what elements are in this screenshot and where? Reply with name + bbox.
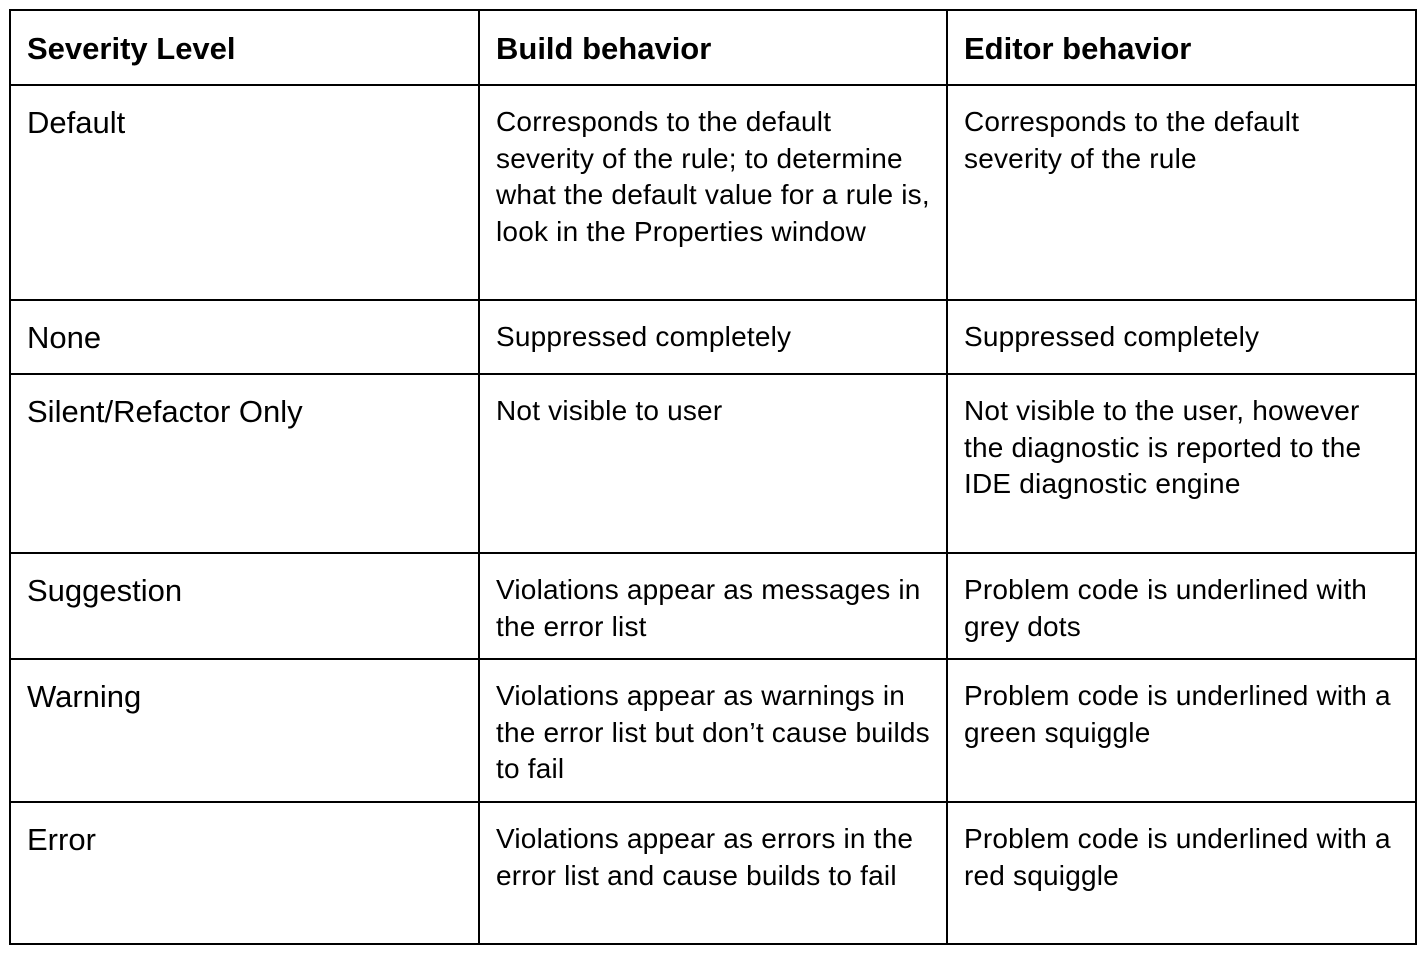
editor-behavior-cell: Corresponds to the default severity of the rule: [947, 85, 1416, 300]
header-row: [10, 10, 1416, 85]
severity-level-cell: Error: [10, 802, 479, 944]
header-build-behavior: Build behavior: [479, 10, 947, 85]
header-editor-behavior: Editor behavior: [947, 10, 1416, 85]
table-row: [10, 374, 1416, 553]
build-behavior-cell: Suppressed completely: [479, 300, 947, 374]
severity-level-cell: None: [10, 300, 479, 374]
build-behavior-cell: Violations appear as warnings in the error list but don’t cause builds to fail: [479, 659, 947, 802]
severity-level-cell: Warning: [10, 659, 479, 802]
severity-level-cell: Suggestion: [10, 553, 479, 659]
editor-behavior-cell: Problem code is underlined with a green squiggle: [947, 659, 1416, 802]
editor-behavior-cell: Problem code is underlined with grey dots: [947, 553, 1416, 659]
table-row: [10, 85, 1416, 300]
editor-behavior-cell: Not visible to the user, however the diagnostic is reported to the IDE diagnostic engine: [947, 374, 1416, 553]
severity-level-cell: Default: [10, 85, 479, 300]
table-row: [10, 553, 1416, 659]
build-behavior-cell: Not visible to user: [479, 374, 947, 553]
table-row: [10, 659, 1416, 802]
table-row: [10, 300, 1416, 374]
table-row: [10, 802, 1416, 944]
build-behavior-cell: Violations appear as errors in the error list and cause builds to fail: [479, 802, 947, 944]
severity-table-container: [9, 9, 1415, 945]
header-severity-level: Severity Level: [10, 10, 479, 85]
severity-table: [9, 9, 1417, 945]
editor-behavior-cell: Suppressed completely: [947, 300, 1416, 374]
build-behavior-cell: Violations appear as messages in the error list: [479, 553, 947, 659]
severity-level-cell: Silent/Refactor Only: [10, 374, 479, 553]
build-behavior-cell: Corresponds to the default severity of the rule; to determine what the default value for a rule is, look in the Properties window: [479, 85, 947, 300]
editor-behavior-cell: Problem code is underlined with a red squiggle: [947, 802, 1416, 944]
